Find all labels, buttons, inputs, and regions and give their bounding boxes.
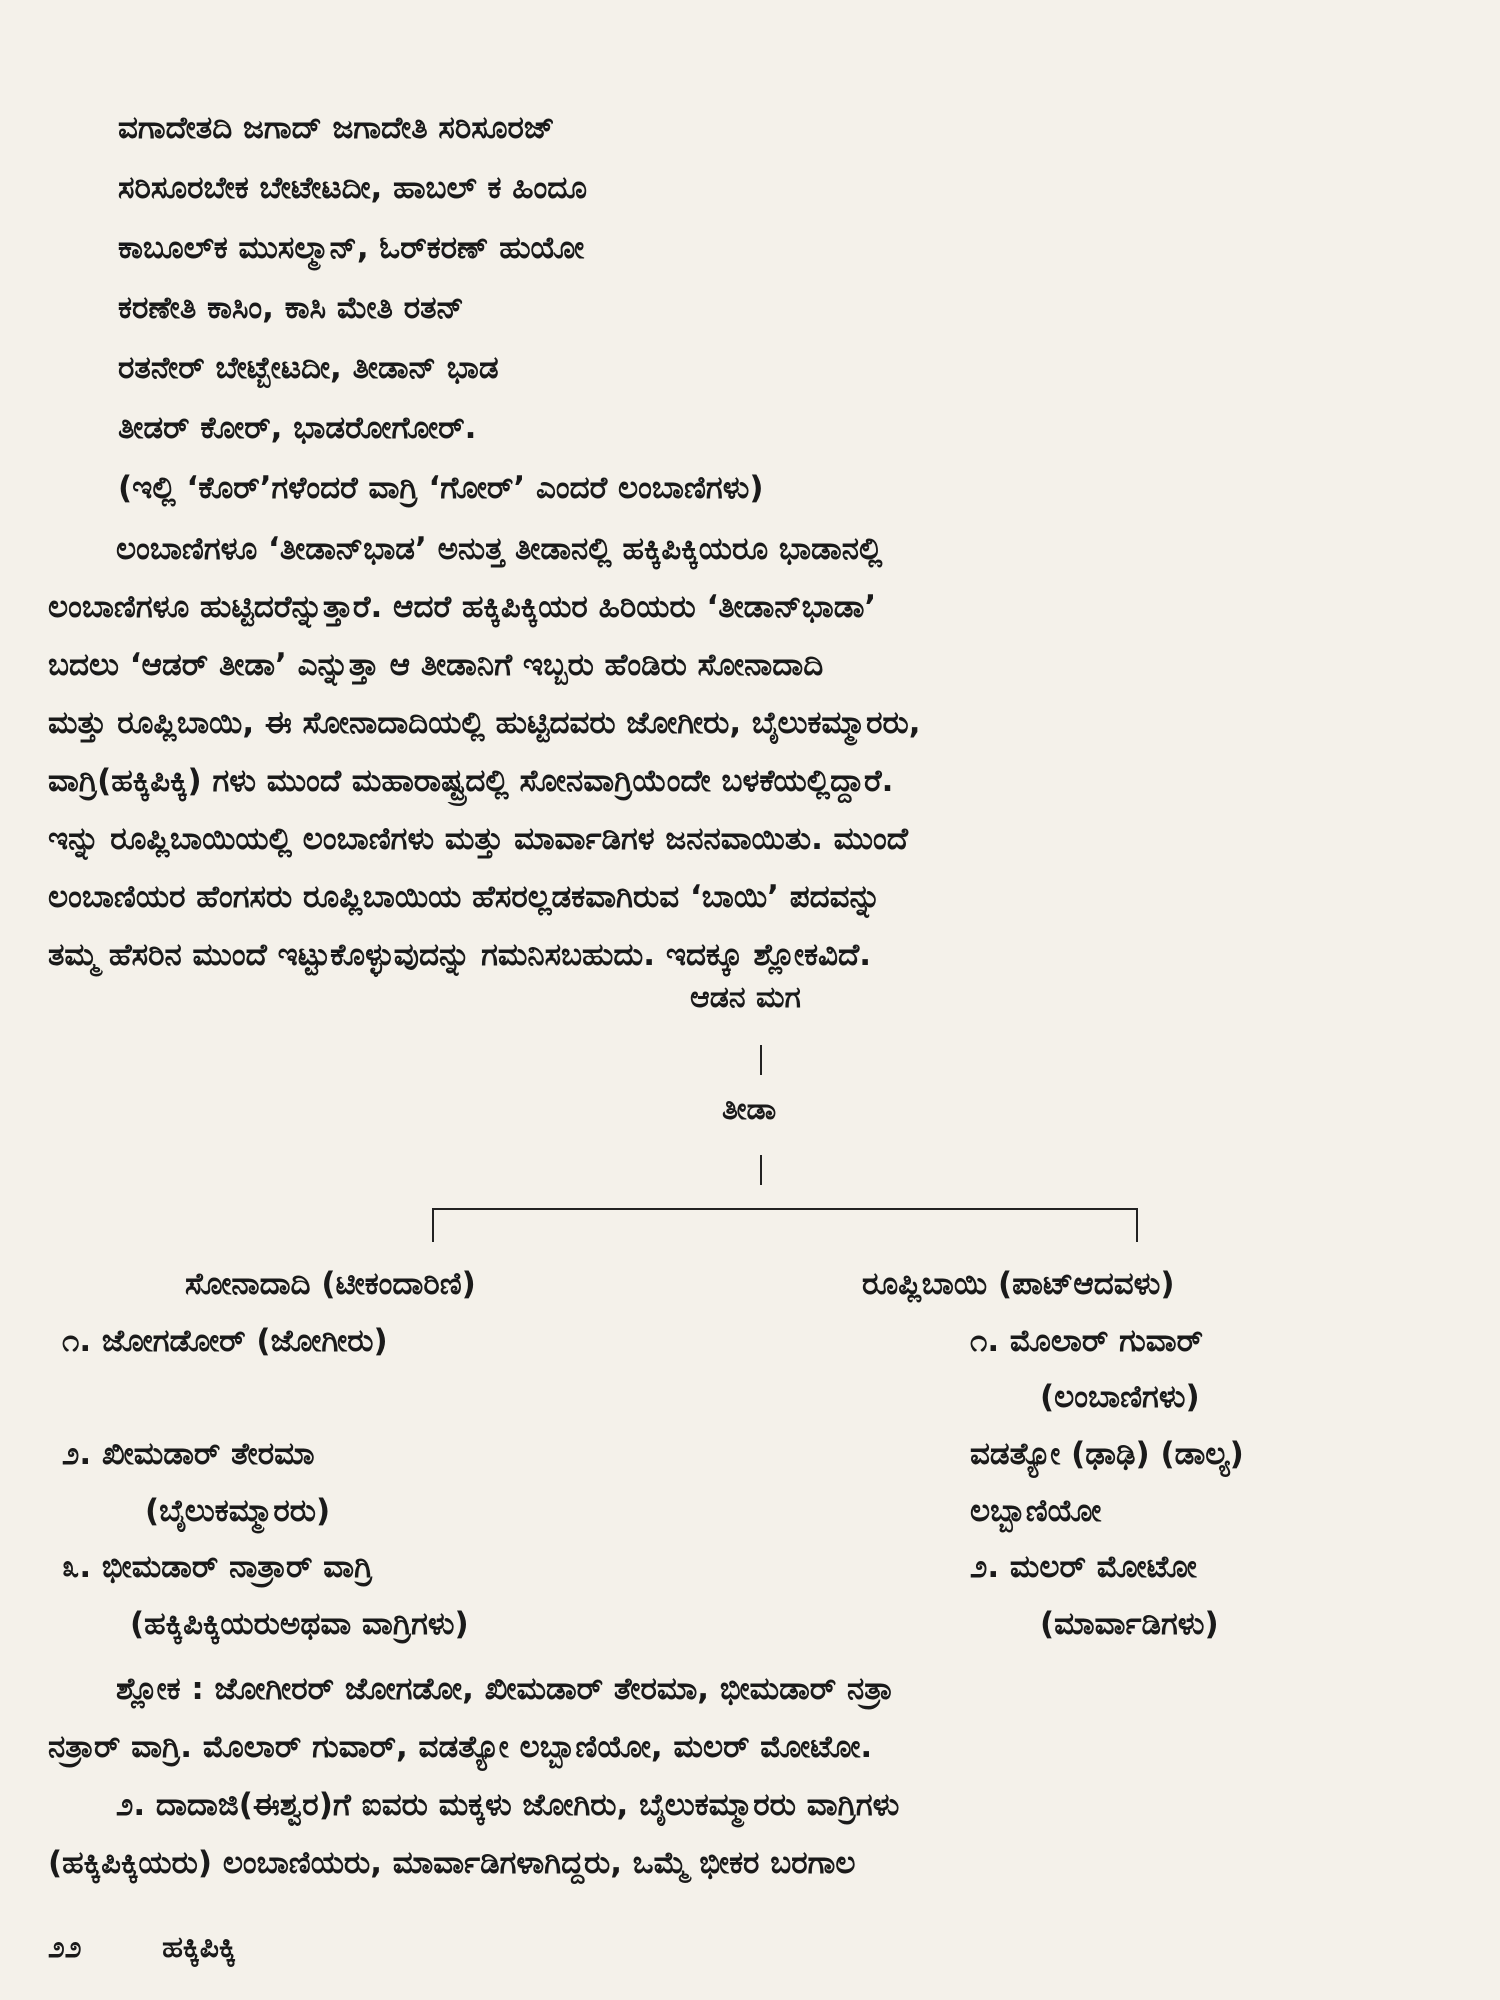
left-branch-item: (ಹಕ್ಕಿಪಿಕ್ಕಿಯರುಅಥವಾ ವಾಗ್ರಿಗಳು)	[130, 1606, 469, 1642]
left-branch-item: (ಬೈಲುಕಮ್ಮಾರರು)	[145, 1493, 331, 1529]
text-line: ಶ್ಲೋಕ : ಜೋಗೀರರ್ ಜೋಗಡೋ, ಖೀಮಡಾರ್ ತೇರಮಾ, ಭೀಮಡಾರ್ ನತ್ರಾ	[116, 1671, 894, 1707]
left-branch-item: ೨. ಖೀಮಡಾರ್ ತೇರಮಾ	[62, 1436, 315, 1472]
text-line: ತಮ್ಮ ಹೆಸರಿನ ಮುಂದೆ ಇಟ್ಟುಕೊಳ್ಳುವುದನ್ನು ಗಮನಿಸಬಹುದು. ಇದಕ್ಕೂ ಶ್ಲೋಕವಿದೆ.	[48, 937, 872, 973]
tree-connector	[760, 1045, 762, 1075]
tree-branch-line	[432, 1208, 1138, 1210]
tree-connector	[1136, 1208, 1138, 1242]
right-branch-heading: ರೂಪ್ಲಿಬಾಯಿ (ಪಾಟ್‌ಆದವಳು)	[862, 1266, 1175, 1302]
verse-line: ರತನೇರ್ ಬೇಟ್ಬೇಟದೀ, ತೀಡಾನ್ ಭಾಡ	[118, 350, 499, 386]
right-branch-item: ವಡತ್ಯೋ (ಢಾಢಿ) (ಡಾಲ್ಯ)	[970, 1436, 1244, 1472]
text-line: ೨. ದಾದಾಜಿ(ಈಶ್ವರ)ಗೆ ಐವರು ಮಕ್ಕಳು ಜೋಗಿರು, ಬೈಲುಕಮ್ಮಾರರು ವಾಗ್ರಿಗಳು	[116, 1787, 900, 1823]
page-number: ೨೨	[48, 1930, 82, 1965]
text-line: ಲಂಬಾಣಿಗಳೂ ಹುಟ್ಟಿದರೆನ್ನುತ್ತಾರೆ. ಆದರೆ ಹಕ್ಕಿಪಿಕ್ಕಿಯರ ಹಿರಿಯರು ‘ತೀಡಾನ್‌ಭಾಡಾ’	[48, 589, 877, 625]
tree-child-label: ತೀಡಾ	[722, 1092, 777, 1127]
text-line: ಮತ್ತು ರೂಪ್ಲಿಬಾಯಿ, ಈ ಸೋನಾದಾದಿಯಲ್ಲಿ ಹುಟ್ಟಿದವರು ಜೋಗೀರು, ಬೈಲುಕಮ್ಮಾರರು,	[48, 705, 921, 741]
text-line: ವಾಗ್ರಿ(ಹಕ್ಕಿಪಿಕ್ಕಿ) ಗಳು ಮುಂದೆ ಮಹಾರಾಷ್ಟ್ರದಲ್ಲಿ ಸೋನವಾಗ್ರಿಯೆಂದೇ ಬಳಕೆಯಲ್ಲಿದ್ದಾರೆ.	[48, 763, 894, 799]
tree-connector	[432, 1208, 434, 1242]
verse-note: (ಇಲ್ಲಿ ‘ಕೊರ್’ಗಳೆಂದರೆ ವಾಗ್ರಿ ‘ಗೋರ್’ ಎಂದರೆ ಲಂಬಾಣಿಗಳು)	[118, 470, 764, 506]
text-line: ಲಂಬಾಣಿಗಳೂ ‘ತೀಡಾನ್‌ಭಾಡ’ ಅನುತ್ತ ತೀಡಾನಲ್ಲಿ ಹಕ್ಕಿಪಿಕ್ಕಿಯರೂ ಭಾಡಾನಲ್ಲಿ	[116, 531, 883, 567]
right-branch-item: ೧. ಮೊಲಾರ್ ಗುವಾರ್	[970, 1323, 1204, 1359]
right-branch-item: (ಲಂಬಾಣಿಗಳು)	[1040, 1379, 1200, 1415]
left-branch-item: ೩. ಭೀಮಡಾರ್ ನಾತ್ರಾರ್ ವಾಗ್ರಿ	[62, 1549, 373, 1585]
text-line: ಲಂಬಾಣಿಯರ ಹೆಂಗಸರು ರೂಪ್ಲಿಬಾಯಿಯ ಹೆಸರಲ್ಲಡಕವಾಗಿರುವ ‘ಬಾಯಿ’ ಪದವನ್ನು	[48, 879, 881, 915]
right-branch-item: (ಮಾರ್ವಾಡಿಗಳು)	[1040, 1606, 1219, 1642]
text-line: ನತ್ರಾರ್ ವಾಗ್ರಿ. ಮೊಲಾರ್ ಗುವಾರ್, ವಡತ್ಯೋ ಲಬ್ಬಾಣಿಯೋ, ಮಲರ್ ಮೋಟೋ.	[48, 1729, 873, 1765]
running-title: ಹಕ್ಕಿಪಿಕ್ಕಿ	[162, 1930, 236, 1965]
text-line: ಬದಲು ‘ಆಡರ್ ತೀಡಾ’ ಎನ್ನುತ್ತಾ ಆ ತೀಡಾನಿಗೆ ಇಬ್ಬರು ಹೆಂಡಿರು ಸೋನಾದಾದಿ	[48, 647, 824, 683]
right-branch-item: ೨. ಮಲರ್ ಮೋಟೋ	[970, 1549, 1197, 1585]
left-branch-item: ೧. ಜೋಗಡೋರ್ (ಜೋಗೀರು)	[62, 1323, 388, 1359]
right-branch-item: ಲಬ್ಬಾಣಿಯೋ	[970, 1493, 1102, 1529]
paragraph-shloka	[48, 1660, 1468, 1892]
verse-line: ಕಾಬೂಲ್‌ಕ ಮುಸಲ್ಮಾನ್, ಓರ್‌ಕರಣ್ ಹುಯೋ	[118, 230, 585, 266]
tree-root-label: ಆಡನ ಮಗ	[690, 980, 801, 1015]
paragraph-origin	[48, 520, 1468, 984]
verse-line: ಕರಣೇತಿ ಕಾಸಿಂ, ಕಾಸಿ ಮೇತಿ ರತನ್	[118, 290, 464, 326]
verse-line: ತೀಡರ್ ಕೋರ್, ಭಾಡರೋಗೋರ್.	[118, 410, 477, 446]
verse-block	[118, 98, 1418, 518]
text-line: ಇನ್ನು ರೂಪ್ಲಿಬಾಯಿಯಲ್ಲಿ ಲಂಬಾಣಿಗಳು ಮತ್ತು ಮಾರ್ವಾಡಿಗಳ ಜನನವಾಯಿತು. ಮುಂದೆ	[48, 821, 909, 857]
verse-line: ವಗಾದೇತದಿ ಜಗಾದ್ ಜಗಾದೇತಿ ಸರಿಸೂರಜ್	[118, 110, 555, 146]
verse-line: ಸರಿಸೂರಬೇಕ ಬೇಟೇಟದೀ, ಹಾಬಲ್ ಕ ಹಿಂದೂ	[118, 170, 588, 206]
tree-connector	[760, 1155, 762, 1185]
page-footer	[48, 1930, 306, 1965]
left-branch-heading: ಸೋನಾದಾದಿ (ಟೀಕಂದಾರಿಣಿ)	[185, 1266, 476, 1302]
text-line: (ಹಕ್ಕಿಪಿಕ್ಕಿಯರು) ಲಂಬಾಣಿಯರು, ಮಾರ್ವಾಡಿಗಳಾಗಿದ್ದರು, ಒಮ್ಮೆ ಭೀಕರ ಬರಗಾಲ	[48, 1845, 856, 1881]
